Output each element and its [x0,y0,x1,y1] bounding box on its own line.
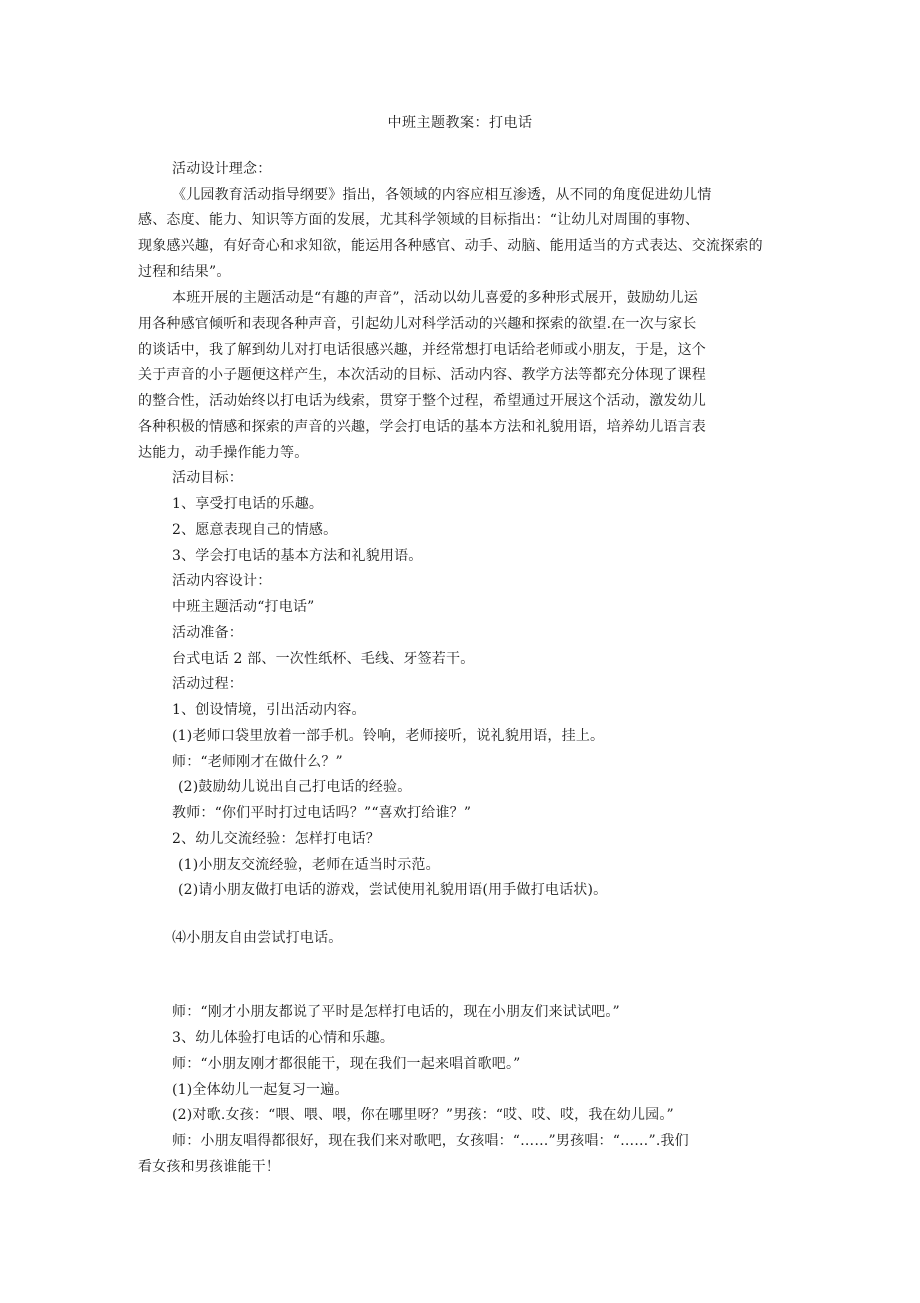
paragraph-line: 师：小朋友唱得都很好，现在我们来对歌吧，女孩唱：“……”男孩唱：“……”.我们 [172,1133,689,1149]
list-item: 1、创设情境，引出活动内容。 [172,702,366,718]
paragraph-line: 看女孩和男孩谁能干！ [138,1159,280,1175]
list-item: (1)小朋友交流经验，老师在适当时示范。 [178,857,440,873]
paragraph-line: 师：“小朋友刚才都很能干，现在我们一起来唱首歌吧。” [172,1056,521,1072]
paragraph-line: 过程和结果”。 [138,264,231,280]
list-item: (2)对歌.女孩：“喂、喂、喂，你在哪里呀？”男孩：“哎、哎、哎，我在幼儿园。” [172,1107,674,1123]
list-item: 3、幼儿体验打电话的心情和乐趣。 [172,1030,395,1046]
list-item: ⑷小朋友自由尝试打电话。 [172,930,343,946]
paragraph-line: 的谈话中，我了解到幼儿对打电话很感兴趣，并经常想打电话给老师或小朋友，于是，这个 [138,342,706,358]
paragraph-line: 达能力，动手操作能力等。 [138,445,309,461]
paragraph-line: 中班主题活动“打电话” [172,599,315,615]
list-item: (1)全体幼儿一起复习一遍。 [172,1082,349,1098]
list-item: 2、幼儿交流经验：怎样打电话？ [172,831,380,847]
paragraph-line: 师：“老师刚才在做什么？” [172,754,343,770]
section-heading: 活动目标： [172,470,243,486]
paragraph-line: 关于声音的小子题便这样产生，本次活动的目标、活动内容、教学方法等都充分体现了课程 [138,367,706,383]
list-item: (1)老师口袋里放着一部手机。铃响，老师接听，说礼貌用语，挂上。 [172,728,605,744]
section-heading: 活动内容设计： [172,573,272,589]
paragraph-line: 台式电话 2 部、一次性纸杯、毛线、牙签若干。 [172,651,475,667]
list-item: (2)鼓励幼儿说出自己打电话的经验。 [178,779,412,795]
paragraph-line: 《儿园教育活动指导纲要》指出，各领域的内容应相互渗透，从不同的角度促进幼儿情 [172,187,712,203]
section-heading: 活动准备： [172,625,243,641]
list-item: 1、享受打电话的乐趣。 [172,496,324,512]
paragraph-line: 感、态度、能力、知识等方面的发展，尤其科学领域的目标指出：“让幼儿对周围的事物、 [138,212,700,228]
paragraph-line: 各种积极的情感和探索的声音的兴趣，学会打电话的基本方法和礼貌用语，培养幼儿语言表 [138,419,706,435]
list-item: 2、愿意表现自己的情感。 [172,522,338,538]
document-title: 中班主题教案：打电话 [387,115,533,131]
paragraph-line: 的整合性，活动始终以打电话为线索，贯穿于整个过程，希望通过开展这个活动，激发幼儿 [138,393,706,409]
list-item: 3、学会打电话的基本方法和礼貌用语。 [172,548,423,564]
paragraph-line: 教师：“你们平时打过电话吗？”“喜欢打给谁？” [172,805,472,821]
paragraph-line: 用各种感官倾听和表现各种声音，引起幼儿对科学活动的兴趣和探索的欲望.在一次与家长 [138,316,697,332]
section-heading: 活动设计理念： [172,161,272,177]
paragraph-line: 师：“刚才小朋友都说了平时是怎样打电话的，现在小朋友们来试试吧。” [172,1004,620,1020]
paragraph-line: 现象感兴趣，有好奇心和求知欲，能运用各种感官、动手、动脑、能用适当的方式表达、交流探索的 [138,238,763,254]
section-heading: 活动过程： [172,676,243,692]
paragraph-line: 本班开展的主题活动是“有趣的声音”，活动以幼儿喜爱的多种形式展开，鼓励幼儿运 [172,290,698,306]
list-item: (2)请小朋友做打电话的游戏，尝试使用礼貌用语(用手做打电话状)。 [178,882,608,898]
